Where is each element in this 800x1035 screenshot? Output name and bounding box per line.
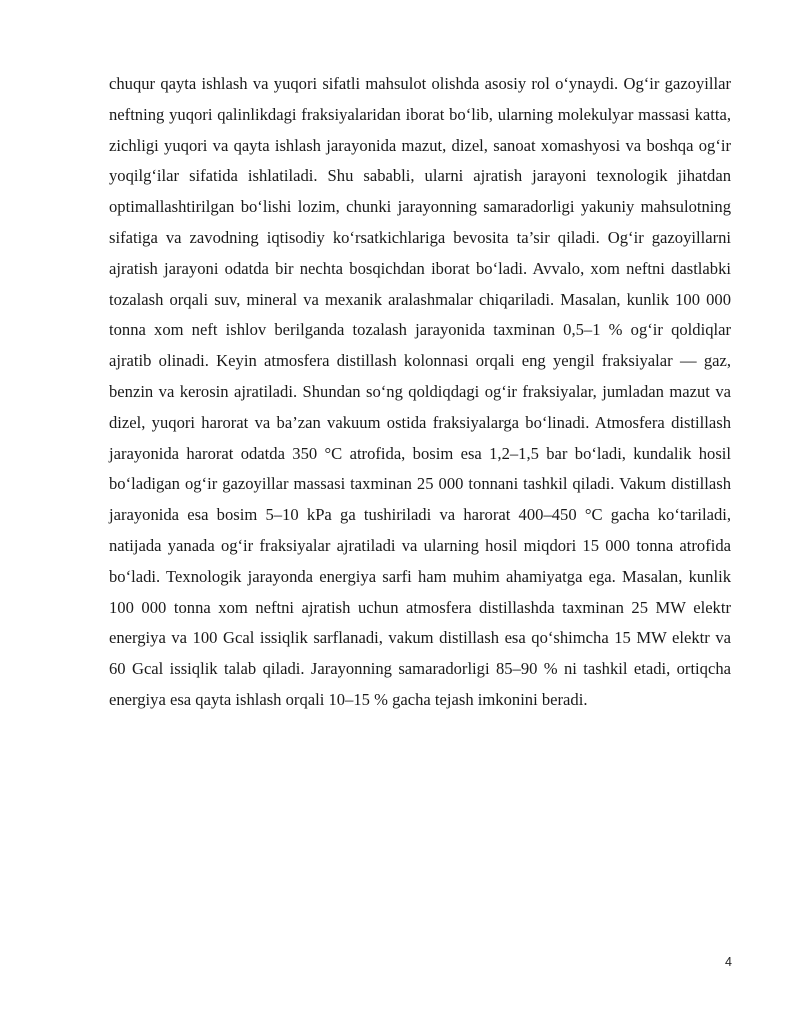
body-paragraph: chuqur qayta ishlash va yuqori sifatli mahsulot olishda asosiy rol o‘ynaydi. Og‘ir gazoyillar neftning yuqori qalinlikdagi fraksiyalaridan iborat bo‘lib, ularning molekulyar massasi katta, zichligi yuqori va qayta ishlash jarayonida mazut, dizel, sanoat xomashyosi va boshqa og‘ir yoqilg‘ilar sifatida ishlatiladi. Shu sababli, ularni ajratish jarayoni texnologik jihatdan optimallashtirilgan bo‘lishi lozim, chunki jarayonning samaradorligi yakuniy mahsulotning sifatiga va zavodning iqtisodiy ko‘rsatkichlariga bevosita ta’sir qiladi. Og‘ir gazoyillarni ajratish jarayoni odatda bir nechta bosqichdan iborat bo‘ladi. Avvalo, xom neftni dastlabki tozalash orqali suv, mineral va mexanik aralashmalar chiqariladi. Masalan, kunlik 100 000 tonna xom neft ishlov berilganda tozalash jarayonida taxminan 0,5–1 % og‘ir qoldiqlar ajratib olinadi. Keyin atmosfera distillash kolonnasi orqali eng yengil fraksiyalar — gaz, benzin va kerosin ajratiladi. Shundan so‘ng qoldiqdagi og‘ir fraksiyalar, jumladan mazut va dizel, yuqori harorat va ba’zan vakuum ostida fraksiyalarga bo‘linadi. Atmosfera distillash jarayonida harorat odatda 350 °C atrofida, bosim esa 1,2–1,5 bar bo‘ladi, kundalik hosil bo‘ladigan og‘ir gazoyillar massasi taxminan 25 000 tonnani tashkil qiladi. Vakum distillash jarayonida esa bosim 5–10 kPa ga tushiriladi va harorat 400–450 °C gacha ko‘tariladi, natijada yanada og‘ir fraksiyalar ajratiladi va ularning hosil miqdori 15 000 tonna atrofida bo‘ladi. Texnologik jarayonda energiya sarfi ham muhim ahamiyatga ega. Masalan, kunlik 100 000 tonna xom neftni ajratish uchun atmosfera distillashda taxminan 25 MW elektr energiya va 100 Gcal issiqlik sarflanadi, vakum distillash esa qo‘shimcha 15 MW elektr va 60 Gcal issiqlik talab qiladi. Jarayonning samaradorligi 85–90 % ni tashkil etadi, ortiqcha energiya esa qayta ishlash orqali 10–15 % gacha tejash imkonini beradi. [109,74,731,709]
page-number: 4 [725,955,732,969]
